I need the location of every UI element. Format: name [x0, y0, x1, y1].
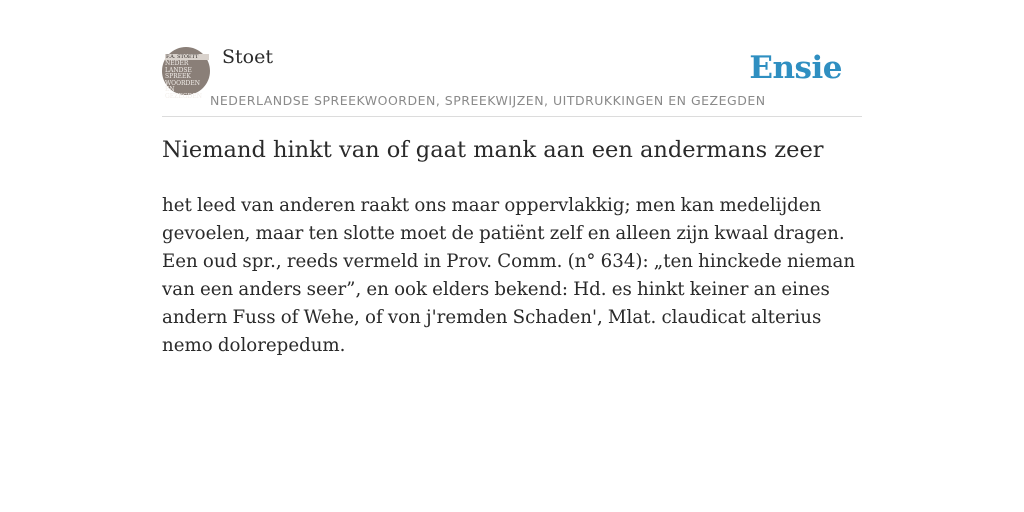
- source-subtitle[interactable]: NEDERLANDSE SPREEKWOORDEN, SPREEKWIJZEN, UITDRUKKINGEN EN GEZEGDEN: [210, 93, 766, 108]
- author-name[interactable]: Stoet: [222, 46, 273, 68]
- brand-logo[interactable]: Ensie: [749, 50, 842, 86]
- avatar-cover-top-text: F.A. STOETT: [165, 54, 209, 60]
- entry-definition: het leed van anderen raakt ons maar oppervlakkig; men kan medelijden gevoelen, maar ten slotte moet de patiënt zelf en alleen zijn kwaal dragen. Een oud spr., reeds vermeld in Prov. Comm. (n° 634): „ten hinckede nieman van een anders seer”, en ook elders bekend: Hd. es hinkt keiner an eines andern Fuss of Wehe, of von j'remden Schaden', Mlat. claudicat alterius nemo dolorepedum.: [162, 195, 856, 356]
- book-cover-avatar[interactable]: [162, 47, 210, 100]
- avatar-cover-lines-text: NEDER LANDSE SPREEK WOORDEN EN GEZEGDEN: [165, 60, 202, 100]
- entry-title: Niemand hinkt van of gaat mank aan een andermans zeer: [162, 137, 824, 163]
- header: [162, 46, 862, 117]
